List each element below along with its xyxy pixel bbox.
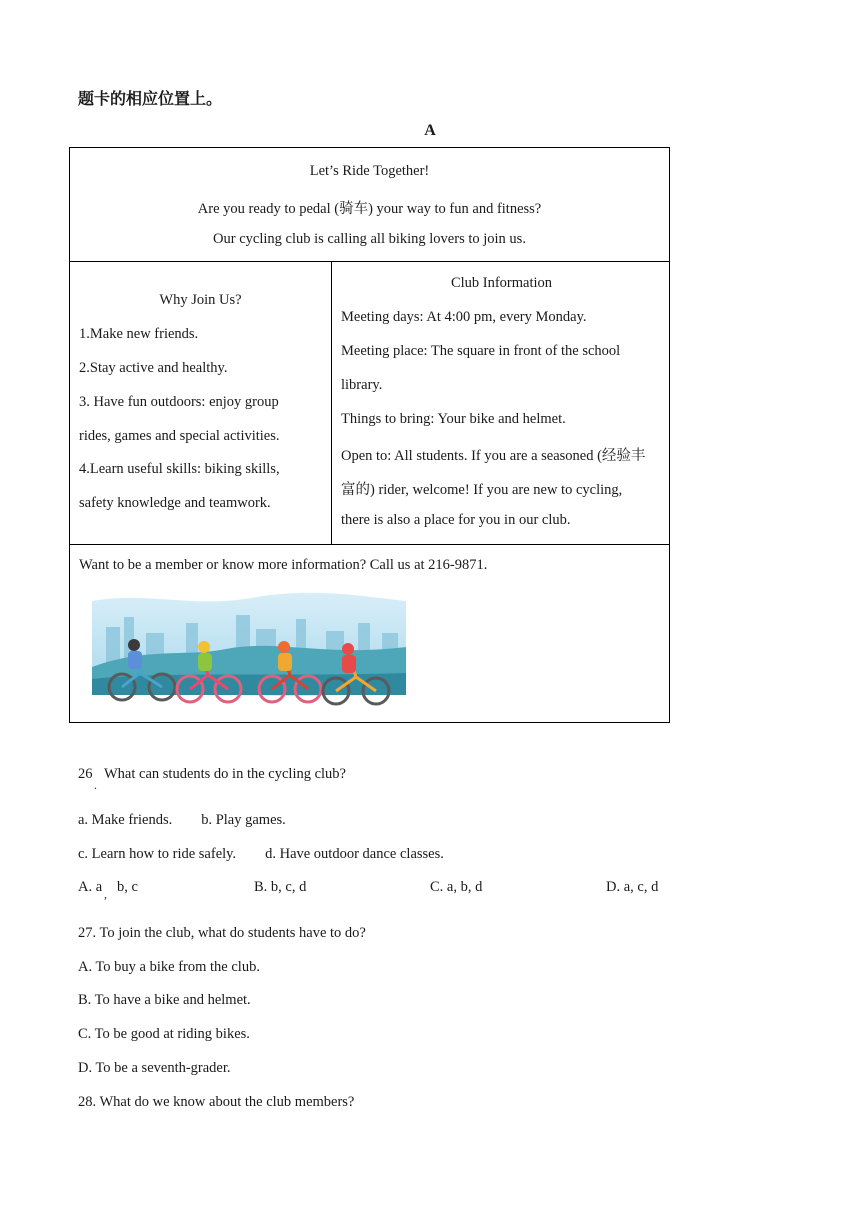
info-line: Things to bring: Your bike and helmet. [341, 411, 566, 427]
q26-items-line-1: a. Make friends. b. Play games. [78, 812, 286, 828]
cyclists-illustration [86, 587, 406, 709]
q26-option-a: A. a [78, 879, 103, 895]
why-line: 4.Learn useful skills: biking skills, [79, 461, 280, 477]
q26-stem: What can students do in the cycling club? [104, 766, 346, 782]
ad-line-2: Are you ready to pedal (骑车) your way to fun and fitness? [197, 201, 542, 217]
q26-option-d: D. a, c, d [606, 879, 659, 895]
why-line: safety knowledge and teamwork. [79, 495, 271, 511]
q26-option-c: C. a, b, d [430, 879, 483, 895]
contact-text: Want to be a member or know more information? Call us at 216-9871. [79, 557, 488, 573]
info-heading: Club Information [450, 275, 553, 291]
info-line: Meeting place: The square in front of the school [341, 343, 621, 359]
why-line: rides, games and special activities. [79, 428, 280, 444]
q26-option-a-rest: b, c [117, 879, 138, 895]
info-line: 富的) rider, welcome! If you are new to cycling, [341, 482, 623, 498]
column-divider [331, 261, 332, 544]
q28-stem: 28. What do we know about the club members? [78, 1094, 355, 1110]
section-label: A [424, 122, 436, 139]
info-line: Meeting days: At 4:00 pm, every Monday. [341, 309, 587, 325]
q26-option-a-comma: , [104, 887, 107, 901]
q26-option-b: B. b, c, d [254, 879, 307, 895]
why-line: 2.Stay active and healthy. [79, 360, 228, 376]
why-line: 1.Make new friends. [79, 326, 199, 342]
why-line: 3. Have fun outdoors: enjoy group [79, 394, 279, 410]
q27-option: B. To have a bike and helmet. [78, 992, 251, 1008]
ad-line-3: Our cycling club is calling all biking lovers to join us. [213, 231, 526, 247]
q27-stem: 27. To join the club, what do students have to do? [78, 925, 366, 941]
info-line: library. [341, 377, 383, 393]
ad-middle-row [70, 261, 669, 545]
q27-option: A. To buy a bike from the club. [78, 959, 260, 975]
q26-items-line-2: c. Learn how to ride safely. d. Have outdoor dance classes. [78, 846, 444, 862]
why-heading: Why Join Us? [159, 292, 242, 308]
q27-option: D. To be a seventh-grader. [78, 1060, 231, 1076]
info-line: there is also a place for you in our club. [341, 512, 571, 528]
ad-contact-cell [70, 544, 669, 722]
q26-number: 26 [78, 766, 93, 782]
q26-dot: . [94, 778, 97, 792]
header-text: 题卡的相应位置上。 [78, 89, 223, 108]
ad-title: Let’s Ride Together! [309, 163, 430, 179]
advertisement-table [69, 147, 670, 723]
q27-option: C. To be good at riding bikes. [78, 1026, 250, 1042]
info-line: Open to: All students. If you are a seasoned (经验丰 [341, 448, 646, 464]
ad-header-cell [70, 148, 669, 262]
